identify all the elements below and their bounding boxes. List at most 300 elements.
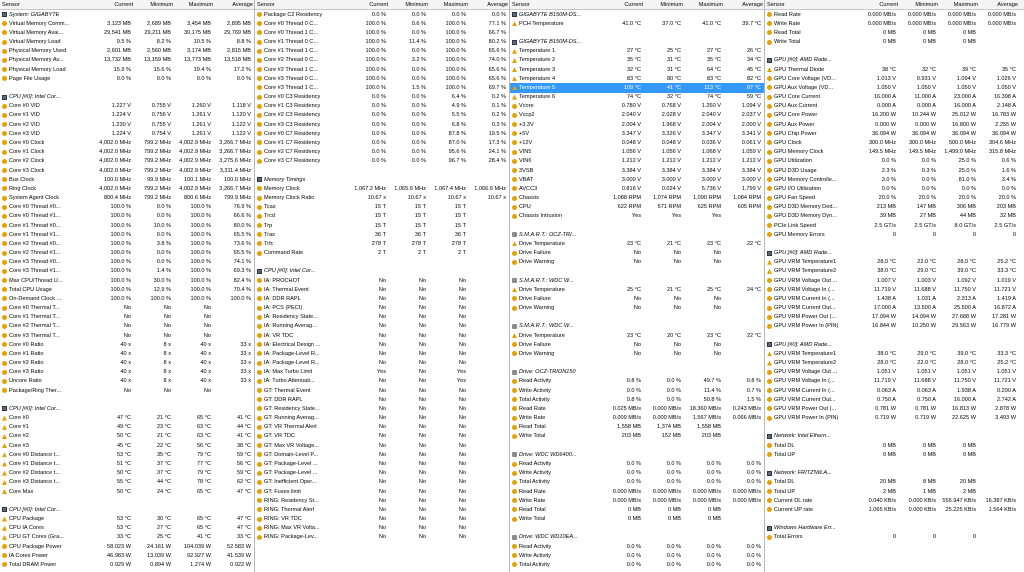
sensor-row[interactable] (255, 276, 509, 285)
sensor-row[interactable] (0, 377, 254, 386)
header-sensor[interactable]: Sensor (512, 1, 530, 8)
sensor-group-header[interactable] (510, 368, 764, 377)
sensor-row[interactable] (255, 450, 509, 459)
sensor-row[interactable] (765, 414, 1024, 423)
maximum-value: 1.261 V (191, 121, 211, 128)
sensor-row[interactable] (510, 47, 764, 56)
average-value: 2.037 V (741, 112, 761, 119)
sensor-row[interactable] (0, 514, 254, 523)
sensor-row[interactable] (765, 276, 1024, 285)
sensor-row[interactable] (510, 423, 764, 432)
sensor-row[interactable] (510, 386, 764, 395)
sensor-row[interactable] (510, 505, 764, 514)
header-minimum[interactable]: Minimum (150, 1, 173, 8)
maximum-value: 25.500 A (953, 305, 976, 312)
sensor-row[interactable] (255, 19, 509, 28)
sensor-row[interactable] (255, 102, 509, 111)
header-current[interactable]: Current (114, 1, 133, 8)
sensor-row[interactable] (510, 83, 764, 92)
sensor-row[interactable] (765, 496, 1024, 505)
header-sensor[interactable]: Sensor (2, 1, 20, 8)
sensor-row[interactable] (510, 349, 764, 358)
maximum-value: 39.0 °C (957, 350, 976, 357)
sensor-row[interactable] (0, 542, 254, 551)
current-value: 0.750 A (877, 396, 896, 403)
sensor-row[interactable] (255, 74, 509, 83)
sensor-row[interactable] (0, 285, 254, 294)
sensor-group-header[interactable] (765, 56, 1024, 65)
current-value: 213 MB (876, 204, 896, 211)
header-maximum[interactable]: Maximum (443, 1, 468, 8)
sensor-row[interactable] (765, 102, 1024, 111)
sensor-list[interactable] (510, 10, 764, 569)
sensor-row[interactable] (510, 102, 764, 111)
sensor-row[interactable] (255, 432, 509, 441)
maximum-value: 23 °C (706, 332, 721, 339)
sensor-row[interactable] (510, 496, 764, 505)
sensor-row[interactable] (765, 377, 1024, 386)
sensor-row[interactable] (510, 414, 764, 423)
sensor-label: GPU Aux Power (774, 121, 815, 128)
sensor-row[interactable] (0, 19, 254, 28)
sensor-row[interactable] (255, 148, 509, 157)
sensor-row[interactable] (255, 496, 509, 505)
current-value: No (378, 405, 386, 412)
header-maximum[interactable]: Maximum (698, 1, 723, 8)
sensor-row[interactable] (765, 304, 1024, 313)
temperature-icon (767, 67, 772, 72)
sensor-row[interactable] (0, 203, 254, 212)
sensor-row[interactable] (765, 38, 1024, 47)
sensor-group-header[interactable] (255, 267, 509, 276)
sensor-row[interactable] (255, 184, 509, 193)
sensor-value-icon (2, 553, 7, 558)
sensor-group-header[interactable] (255, 175, 509, 184)
sensor-row[interactable] (255, 285, 509, 294)
sensor-row[interactable] (255, 56, 509, 65)
sensor-row[interactable] (765, 258, 1024, 267)
sensor-row[interactable] (0, 359, 254, 368)
average-value: 25.2 °C (997, 360, 1016, 367)
sensor-row[interactable] (0, 157, 254, 166)
sensor-row[interactable] (765, 313, 1024, 322)
sensor-row[interactable] (0, 340, 254, 349)
sensor-label: Physical Memory Used (9, 48, 67, 55)
sensor-row[interactable] (765, 93, 1024, 102)
sensor-row[interactable] (510, 157, 764, 166)
maximum-value: 1.261 V (191, 112, 211, 119)
sensor-name-cell (0, 489, 92, 495)
header-minimum[interactable]: Minimum (405, 1, 428, 8)
sensor-row[interactable] (255, 505, 509, 514)
sensor-name-cell (255, 470, 347, 476)
sensor-row[interactable] (255, 487, 509, 496)
sensor-row[interactable] (765, 120, 1024, 129)
sensor-row[interactable] (510, 239, 764, 248)
sensor-row[interactable] (765, 148, 1024, 157)
sensor-row[interactable] (0, 38, 254, 47)
sensor-row[interactable] (255, 138, 509, 147)
sensor-row[interactable] (510, 248, 764, 257)
sensor-row[interactable] (255, 322, 509, 331)
sensor-group-header[interactable] (510, 322, 764, 331)
sensor-row[interactable] (765, 175, 1024, 184)
sensor-row[interactable] (0, 487, 254, 496)
sensor-name-cell (0, 177, 92, 183)
sensor-row[interactable] (0, 322, 254, 331)
sensor-row[interactable] (765, 19, 1024, 28)
sensor-row[interactable] (510, 138, 764, 147)
sensor-group-header[interactable] (510, 450, 764, 459)
sensor-row[interactable] (255, 514, 509, 523)
maximum-value: 1.938 A (957, 387, 976, 394)
sensor-value-icon (257, 397, 262, 402)
header-current[interactable]: Current (879, 1, 898, 8)
minimum-value: No (673, 341, 681, 348)
sensor-row[interactable] (255, 359, 509, 368)
sensor-row[interactable] (765, 368, 1024, 377)
sensor-group-header[interactable] (510, 276, 764, 285)
sensor-row[interactable] (255, 340, 509, 349)
sensor-row[interactable] (0, 331, 254, 340)
sensor-row[interactable] (255, 414, 509, 423)
sensor-row[interactable] (510, 111, 764, 120)
sensor-row[interactable] (255, 349, 509, 358)
sensor-row[interactable] (255, 120, 509, 129)
sensor-row[interactable] (0, 441, 254, 450)
sensor-row[interactable] (510, 129, 764, 138)
sensor-row[interactable] (0, 102, 254, 111)
sensor-row[interactable] (765, 404, 1024, 413)
sensor-group-header[interactable] (510, 533, 764, 542)
sensor-row[interactable] (765, 349, 1024, 358)
sensor-row[interactable] (765, 267, 1024, 276)
sensor-row[interactable] (0, 386, 254, 395)
sensor-row[interactable] (0, 478, 254, 487)
sensor-row[interactable] (765, 193, 1024, 202)
sensor-row[interactable] (510, 184, 764, 193)
sensor-group-header[interactable] (0, 505, 254, 514)
maximum-value: No (203, 323, 211, 330)
sensor-row[interactable] (255, 469, 509, 478)
sensor-name-cell (255, 48, 347, 54)
temperature-icon (767, 351, 772, 356)
sensor-row[interactable] (510, 93, 764, 102)
sensor-row[interactable] (0, 294, 254, 303)
current-value: 38.0 °C (877, 268, 896, 275)
sensor-name-cell (765, 397, 857, 403)
header-maximum[interactable]: Maximum (953, 1, 978, 8)
sensor-row[interactable] (255, 93, 509, 102)
sensor-row[interactable] (255, 441, 509, 450)
sensor-row[interactable] (0, 368, 254, 377)
sensor-row[interactable] (510, 203, 764, 212)
sensor-row[interactable] (0, 148, 254, 157)
sensor-row[interactable] (255, 386, 509, 395)
sensor-row[interactable] (765, 221, 1024, 230)
sensor-row[interactable] (510, 395, 764, 404)
sensor-row[interactable] (765, 533, 1024, 542)
sensor-name-cell (510, 415, 602, 421)
sensor-row[interactable] (255, 423, 509, 432)
sensor-row[interactable] (0, 450, 254, 459)
sensor-row[interactable] (510, 551, 764, 560)
sensor-row[interactable] (0, 533, 254, 542)
sensor-row[interactable] (0, 28, 254, 37)
sensor-row[interactable] (510, 459, 764, 468)
average-value: 33 x (240, 350, 251, 357)
sensor-list[interactable] (765, 10, 1024, 542)
sensor-row[interactable] (255, 533, 509, 542)
sensor-row[interactable] (510, 193, 764, 202)
sensor-row[interactable] (510, 258, 764, 267)
sensor-group-header[interactable] (765, 340, 1024, 349)
sensor-row[interactable] (255, 38, 509, 47)
current-value: 11.719 V (874, 286, 896, 293)
sensor-group-header[interactable] (0, 404, 254, 413)
sensor-row[interactable] (255, 221, 509, 230)
current-value: 100.0 % (365, 84, 386, 91)
current-value: 4,002.0 MHz (99, 185, 131, 192)
header-average[interactable]: Average (232, 1, 253, 8)
chip-icon (257, 177, 262, 182)
sensor-row[interactable] (255, 404, 509, 413)
sensor-row[interactable] (765, 322, 1024, 331)
sensor-row[interactable] (510, 340, 764, 349)
sensor-row[interactable] (0, 47, 254, 56)
sensor-row[interactable] (765, 184, 1024, 193)
sensor-row[interactable] (765, 359, 1024, 368)
sensor-row[interactable] (255, 313, 509, 322)
sensor-group-header[interactable] (0, 10, 254, 19)
sensor-row[interactable] (255, 239, 509, 248)
sensor-row[interactable] (255, 368, 509, 377)
sensor-row[interactable] (255, 157, 509, 166)
sensor-name-cell (255, 489, 347, 495)
sensor-row[interactable] (255, 193, 509, 202)
header-minimum[interactable]: Minimum (915, 1, 938, 8)
sensor-group-header[interactable] (510, 38, 764, 47)
sensor-row[interactable] (0, 193, 254, 202)
sensor-row[interactable] (0, 212, 254, 221)
sensor-row[interactable] (255, 294, 509, 303)
sensor-row[interactable] (0, 184, 254, 193)
sensor-row[interactable] (510, 469, 764, 478)
sensor-row[interactable] (0, 267, 254, 276)
current-value: No (378, 295, 386, 302)
sensor-row[interactable] (765, 450, 1024, 459)
sensor-row[interactable] (510, 148, 764, 157)
sensor-row[interactable] (765, 166, 1024, 175)
sensor-row[interactable] (0, 258, 254, 267)
chip-icon (2, 95, 7, 100)
sensor-group-header[interactable] (510, 230, 764, 239)
sensor-row[interactable] (0, 230, 254, 239)
sensor-row[interactable] (765, 157, 1024, 166)
sensor-row[interactable] (510, 74, 764, 83)
sensor-row[interactable] (0, 304, 254, 313)
sensor-row[interactable] (0, 248, 254, 257)
sensor-row[interactable] (510, 166, 764, 175)
sensor-group-header[interactable] (765, 432, 1024, 441)
sensor-row[interactable] (510, 304, 764, 313)
sensor-row[interactable] (510, 487, 764, 496)
sensor-row[interactable] (765, 28, 1024, 37)
header-average[interactable]: Average (997, 1, 1018, 8)
maximum-value: 1.051 V (956, 369, 976, 376)
sensor-row[interactable] (510, 56, 764, 65)
sensor-group-header[interactable] (0, 93, 254, 102)
sensor-row[interactable] (0, 129, 254, 138)
average-value: 315.8 MHz (988, 149, 1016, 156)
header-current[interactable]: Current (369, 1, 388, 8)
sensor-row[interactable] (510, 120, 764, 129)
sensor-row[interactable] (255, 304, 509, 313)
sensor-row[interactable] (255, 524, 509, 533)
sensor-row[interactable] (765, 138, 1024, 147)
header-sensor[interactable]: Sensor (767, 1, 785, 8)
sensor-value-icon (2, 260, 7, 265)
sensor-name-cell (765, 278, 857, 284)
sensor-row[interactable] (510, 432, 764, 441)
sensor-row[interactable] (0, 175, 254, 184)
sensor-row[interactable] (0, 551, 254, 560)
sensor-row[interactable] (255, 28, 509, 37)
sensor-row[interactable] (255, 212, 509, 221)
minimum-value: 8 x (163, 360, 171, 367)
column-header[interactable] (510, 0, 764, 10)
sensor-row[interactable] (255, 83, 509, 92)
sensor-row[interactable] (510, 514, 764, 523)
maximum-value: 100.0 % (445, 66, 466, 73)
sensor-row[interactable] (510, 331, 764, 340)
sensor-row[interactable] (0, 111, 254, 120)
temperature-icon (512, 241, 517, 246)
sensor-row[interactable] (0, 432, 254, 441)
sensor-row[interactable] (765, 10, 1024, 19)
sensor-row[interactable] (510, 377, 764, 386)
sensor-row[interactable] (765, 65, 1024, 74)
sensor-row[interactable] (510, 175, 764, 184)
minimum-value: 3.000 V (661, 176, 681, 183)
sensor-row[interactable] (765, 129, 1024, 138)
sensor-group-header[interactable] (765, 524, 1024, 533)
temperature-icon (512, 333, 517, 338)
sensor-row[interactable] (765, 74, 1024, 83)
sensor-row[interactable] (765, 505, 1024, 514)
column-header[interactable] (765, 0, 1024, 10)
sensor-row[interactable] (0, 276, 254, 285)
sensor-list[interactable] (255, 10, 509, 542)
sensor-row[interactable] (0, 469, 254, 478)
sensor-row[interactable] (255, 248, 509, 257)
sensor-row[interactable] (510, 212, 764, 221)
sensor-row[interactable] (510, 285, 764, 294)
minimum-value: 300.0 MHz (908, 139, 936, 146)
sensor-row[interactable] (765, 285, 1024, 294)
average-value: 41 °C (236, 415, 251, 422)
sensor-row[interactable] (765, 487, 1024, 496)
maximum-value: 40 x (200, 360, 211, 367)
sensor-row[interactable] (0, 524, 254, 533)
average-value: 2.878 W (995, 405, 1016, 412)
average-value: 3,266.7 MHz (219, 149, 251, 156)
sensor-row[interactable] (255, 65, 509, 74)
column-header[interactable] (0, 0, 254, 10)
sensor-row[interactable] (0, 239, 254, 248)
sensor-row[interactable] (0, 65, 254, 74)
sensor-row[interactable] (255, 230, 509, 239)
header-average[interactable]: Average (742, 1, 763, 8)
sensor-row[interactable] (0, 313, 254, 322)
sensor-row[interactable] (0, 349, 254, 358)
sensor-row[interactable] (255, 111, 509, 120)
sensor-row[interactable] (765, 212, 1024, 221)
sensor-row[interactable] (510, 294, 764, 303)
sensor-row[interactable] (0, 459, 254, 468)
sensor-row[interactable] (0, 414, 254, 423)
sensor-row[interactable] (255, 459, 509, 468)
sensor-row[interactable] (765, 395, 1024, 404)
sensor-row[interactable] (510, 478, 764, 487)
sensor-row[interactable] (0, 74, 254, 83)
header-current[interactable]: Current (624, 1, 643, 8)
sensor-group-header[interactable] (510, 10, 764, 19)
sensor-group-header[interactable] (765, 469, 1024, 478)
sensor-row[interactable] (0, 560, 254, 569)
minimum-value: 15 T (414, 213, 426, 220)
sensor-row[interactable] (765, 111, 1024, 120)
sensor-row[interactable] (765, 230, 1024, 239)
sensor-row[interactable] (510, 560, 764, 569)
header-sensor[interactable]: Sensor (257, 1, 275, 8)
sensor-row[interactable] (255, 377, 509, 386)
sensor-row[interactable] (765, 294, 1024, 303)
sensor-row[interactable] (0, 120, 254, 129)
header-average[interactable]: Average (487, 1, 508, 8)
sensor-group-header[interactable] (765, 248, 1024, 257)
sensor-row[interactable] (255, 478, 509, 487)
sensor-row[interactable] (510, 19, 764, 28)
sensor-list[interactable] (0, 10, 254, 569)
sensor-row[interactable] (0, 423, 254, 432)
current-value: 100.0 % (365, 29, 386, 36)
sensor-row[interactable] (510, 542, 764, 551)
maximum-value: 1.260 V (191, 103, 211, 110)
sensor-row[interactable] (255, 203, 509, 212)
header-minimum[interactable]: Minimum (660, 1, 683, 8)
column-header[interactable] (255, 0, 509, 10)
sensor-row[interactable] (0, 138, 254, 147)
sensor-row[interactable] (0, 56, 254, 65)
sensor-row[interactable] (0, 166, 254, 175)
sensor-row[interactable] (765, 83, 1024, 92)
sensor-row[interactable] (255, 10, 509, 19)
sensor-row[interactable] (765, 386, 1024, 395)
sensor-row[interactable] (510, 404, 764, 413)
header-maximum[interactable]: Maximum (188, 1, 213, 8)
sensor-row[interactable] (510, 65, 764, 74)
sensor-row[interactable] (255, 47, 509, 56)
sensor-row[interactable] (765, 203, 1024, 212)
sensor-row[interactable] (255, 395, 509, 404)
sensor-row[interactable] (255, 331, 509, 340)
sensor-row[interactable] (765, 441, 1024, 450)
sensor-row[interactable] (255, 129, 509, 138)
sensor-row[interactable] (0, 221, 254, 230)
minimum-value: 0 MB (667, 516, 681, 523)
sensor-row[interactable] (765, 478, 1024, 487)
